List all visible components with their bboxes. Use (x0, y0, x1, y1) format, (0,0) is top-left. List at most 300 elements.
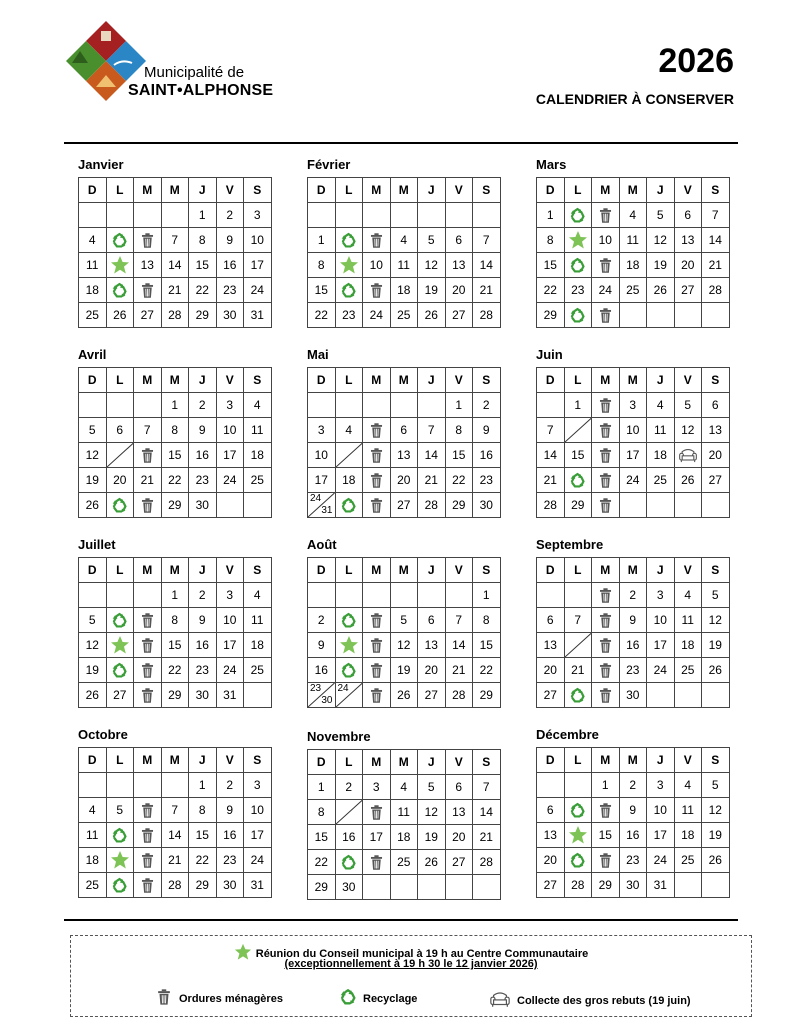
day-cell: 28 (473, 303, 501, 328)
day-cell: 12 (418, 800, 446, 825)
day-cell: 25 (244, 468, 272, 493)
day-cell: 22 (308, 303, 336, 328)
week-row (308, 683, 501, 708)
recycle-icon (340, 662, 357, 679)
day-cell: 21 (134, 468, 162, 493)
split-date-top: 23 (310, 683, 322, 694)
day-cell-recycle-icon (106, 658, 134, 683)
day-cell: 6 (702, 393, 730, 418)
day-cell: 24 (592, 278, 620, 303)
week-row (537, 303, 730, 328)
day-cell: 19 (418, 825, 446, 850)
day-cell: 12 (418, 253, 446, 278)
empty-cell (161, 203, 189, 228)
day-cell: 20 (390, 468, 418, 493)
trash-icon (139, 447, 156, 464)
day-cell: 30 (189, 493, 217, 518)
split-date-top: 24 (337, 683, 349, 694)
day-cell: 12 (79, 633, 107, 658)
day-cell-trash-icon (363, 228, 391, 253)
week-row (308, 775, 501, 800)
week-row (308, 253, 501, 278)
day-cell: 3 (647, 583, 675, 608)
day-cell: 8 (161, 608, 189, 633)
day-cell: 25 (390, 850, 418, 875)
weekday-header: V (445, 368, 473, 393)
weekday-header: V (216, 368, 244, 393)
day-cell: 24 (647, 658, 675, 683)
month-name: Octobre (78, 727, 128, 742)
day-cell-star-recycle-split-icon (335, 800, 363, 825)
week-row (79, 583, 272, 608)
week-row (79, 278, 272, 303)
month-name: Mai (307, 347, 329, 362)
weekday-header: D (308, 558, 336, 583)
empty-cell (619, 303, 647, 328)
day-cell-trash-icon (592, 798, 620, 823)
day-cell: 4 (79, 798, 107, 823)
weekday-header: L (106, 368, 134, 393)
trash-icon (368, 662, 385, 679)
month-12 (536, 727, 722, 898)
day-cell: 24 (647, 848, 675, 873)
recycle-icon (111, 282, 128, 299)
empty-cell (537, 583, 565, 608)
day-cell: 11 (674, 798, 702, 823)
day-cell: 27 (134, 303, 162, 328)
day-cell: 20 (674, 253, 702, 278)
trash-icon (597, 307, 614, 324)
day-cell: 26 (674, 468, 702, 493)
day-cell: 22 (161, 658, 189, 683)
empty-cell (79, 393, 107, 418)
split-day-cell (308, 493, 336, 518)
weekday-header: S (473, 178, 501, 203)
star-icon (110, 850, 130, 870)
day-cell: 18 (674, 633, 702, 658)
empty-cell (473, 203, 501, 228)
week-row (79, 418, 272, 443)
trash-icon (368, 447, 385, 464)
weekday-row (79, 368, 272, 393)
day-cell: 3 (216, 393, 244, 418)
day-cell-star-icon (564, 823, 592, 848)
star-icon (110, 635, 130, 655)
weekday-header: M (592, 178, 620, 203)
month-grid (78, 557, 272, 708)
weekday-row (308, 558, 501, 583)
empty-cell (674, 493, 702, 518)
empty-cell (79, 773, 107, 798)
day-cell: 27 (106, 683, 134, 708)
day-cell: 21 (537, 468, 565, 493)
empty-cell (363, 393, 391, 418)
day-cell: 6 (537, 798, 565, 823)
empty-cell (363, 203, 391, 228)
day-cell: 13 (390, 443, 418, 468)
weekday-header: J (418, 558, 446, 583)
day-cell: 24 (619, 468, 647, 493)
weekday-header: V (674, 178, 702, 203)
week-row (537, 418, 730, 443)
day-cell: 28 (564, 873, 592, 898)
day-cell: 2 (619, 583, 647, 608)
empty-cell (335, 393, 363, 418)
week-row (537, 253, 730, 278)
day-cell: 2 (216, 203, 244, 228)
weekday-header: S (244, 178, 272, 203)
day-cell: 21 (161, 278, 189, 303)
day-cell: 16 (189, 443, 217, 468)
day-cell: 17 (308, 468, 336, 493)
month-9 (536, 537, 722, 708)
day-cell: 8 (308, 800, 336, 825)
day-cell: 16 (308, 658, 336, 683)
day-cell: 10 (363, 253, 391, 278)
day-cell-trash-icon (592, 683, 620, 708)
day-cell: 16 (619, 633, 647, 658)
day-cell: 20 (537, 658, 565, 683)
day-cell: 9 (216, 798, 244, 823)
day-cell: 7 (418, 418, 446, 443)
day-cell: 23 (564, 278, 592, 303)
trash-icon (597, 612, 614, 629)
day-cell: 25 (79, 873, 107, 898)
day-cell: 15 (161, 443, 189, 468)
day-cell: 1 (445, 393, 473, 418)
day-cell: 5 (390, 608, 418, 633)
empty-cell (445, 203, 473, 228)
day-cell: 3 (647, 773, 675, 798)
day-cell: 2 (473, 393, 501, 418)
weekday-header: D (79, 178, 107, 203)
month-grid (307, 177, 501, 328)
weekday-header: M (592, 558, 620, 583)
day-cell: 6 (674, 203, 702, 228)
weekday-header: L (564, 558, 592, 583)
day-cell: 12 (647, 228, 675, 253)
trash-icon (139, 612, 156, 629)
week-row (537, 608, 730, 633)
weekday-header: S (473, 558, 501, 583)
day-cell-trash-icon (134, 873, 162, 898)
trash-icon (368, 472, 385, 489)
month-name: Juin (536, 347, 563, 362)
week-row (79, 683, 272, 708)
day-cell-recycle-icon (106, 873, 134, 898)
day-cell: 4 (79, 228, 107, 253)
weekday-header: S (702, 558, 730, 583)
day-cell-trash-icon (592, 493, 620, 518)
day-cell-recycle-icon (335, 608, 363, 633)
month-2 (307, 157, 493, 328)
day-cell: 29 (189, 303, 217, 328)
day-cell: 20 (418, 658, 446, 683)
month-6 (536, 347, 722, 518)
day-cell: 8 (537, 228, 565, 253)
day-cell: 16 (619, 823, 647, 848)
day-cell-recycle-icon (564, 203, 592, 228)
day-cell: 17 (244, 823, 272, 848)
month-grid (307, 749, 501, 900)
month-grid (536, 557, 730, 708)
day-cell: 7 (537, 418, 565, 443)
empty-cell (418, 393, 446, 418)
weekday-header: M (619, 178, 647, 203)
week-row (79, 773, 272, 798)
day-cell: 18 (619, 253, 647, 278)
star-icon (568, 230, 588, 250)
weekday-row (537, 178, 730, 203)
day-cell: 25 (674, 848, 702, 873)
day-cell-trash-icon (363, 850, 391, 875)
empty-cell (674, 683, 702, 708)
empty-cell (79, 583, 107, 608)
day-cell: 18 (244, 633, 272, 658)
day-cell-star-recycle-split-icon (106, 443, 134, 468)
day-cell-trash-icon (592, 468, 620, 493)
day-cell: 10 (244, 798, 272, 823)
recycle-icon (111, 662, 128, 679)
day-cell: 16 (216, 253, 244, 278)
day-cell-star-icon (106, 253, 134, 278)
month-grid (78, 367, 272, 518)
day-cell-recycle-icon (106, 823, 134, 848)
day-cell: 6 (445, 775, 473, 800)
week-row (79, 873, 272, 898)
recycle-icon (111, 612, 128, 629)
weekday-header: J (418, 178, 446, 203)
day-cell-trash-icon (363, 608, 391, 633)
week-row (79, 303, 272, 328)
trash-icon (155, 988, 173, 1009)
day-cell: 16 (189, 633, 217, 658)
day-cell: 1 (308, 228, 336, 253)
day-cell: 25 (619, 278, 647, 303)
empty-cell (537, 773, 565, 798)
day-cell-star-icon (335, 253, 363, 278)
day-cell: 14 (161, 823, 189, 848)
day-cell: 24 (216, 658, 244, 683)
day-cell: 5 (702, 773, 730, 798)
empty-cell (308, 203, 336, 228)
day-cell: 16 (216, 823, 244, 848)
day-cell: 2 (189, 393, 217, 418)
day-cell: 15 (161, 633, 189, 658)
day-cell-trash-icon (363, 658, 391, 683)
month-name: Septembre (536, 537, 604, 552)
day-cell-trash-icon (134, 278, 162, 303)
trash-icon (597, 687, 614, 704)
day-cell: 4 (390, 228, 418, 253)
day-cell: 9 (308, 633, 336, 658)
empty-cell (335, 583, 363, 608)
day-cell: 17 (216, 443, 244, 468)
month-11 (307, 729, 493, 900)
day-cell: 24 (363, 303, 391, 328)
day-cell: 27 (537, 683, 565, 708)
week-row (308, 875, 501, 900)
day-cell: 1 (161, 393, 189, 418)
day-cell: 11 (619, 228, 647, 253)
month-4 (78, 347, 264, 518)
day-cell: 26 (79, 683, 107, 708)
week-row (308, 418, 501, 443)
day-cell: 15 (308, 825, 336, 850)
day-cell: 23 (216, 278, 244, 303)
weekday-row (79, 558, 272, 583)
day-cell: 9 (189, 608, 217, 633)
day-cell: 18 (79, 278, 107, 303)
weekday-header: V (216, 748, 244, 773)
day-cell: 13 (445, 800, 473, 825)
day-cell-recycle-icon (564, 253, 592, 278)
day-cell: 30 (619, 683, 647, 708)
recycle-icon (340, 612, 357, 629)
empty-cell (106, 393, 134, 418)
day-cell: 6 (445, 228, 473, 253)
empty-cell (390, 203, 418, 228)
day-cell: 23 (189, 468, 217, 493)
week-row (79, 253, 272, 278)
week-row (537, 633, 730, 658)
day-cell: 15 (592, 823, 620, 848)
week-row (308, 203, 501, 228)
legend-bulky (489, 988, 691, 1013)
day-cell: 30 (189, 683, 217, 708)
day-cell: 7 (161, 228, 189, 253)
weekday-header: M (390, 178, 418, 203)
month-name: Novembre (307, 729, 371, 744)
day-cell: 4 (619, 203, 647, 228)
day-cell-trash-icon (134, 443, 162, 468)
day-cell: 19 (79, 468, 107, 493)
day-cell: 2 (216, 773, 244, 798)
empty-cell (418, 583, 446, 608)
legend-meeting-text: Réunion du Conseil municipal à 19 h au Centre Communautaire (255, 948, 589, 960)
day-cell: 20 (537, 848, 565, 873)
day-cell-trash-icon (363, 633, 391, 658)
weekday-header: D (308, 750, 336, 775)
day-cell: 27 (445, 303, 473, 328)
empty-cell (244, 493, 272, 518)
day-cell: 3 (619, 393, 647, 418)
empty-cell (106, 773, 134, 798)
empty-cell (702, 683, 730, 708)
trash-icon (368, 687, 385, 704)
day-cell-star-recycle-split-icon (335, 443, 363, 468)
trash-icon (368, 612, 385, 629)
recycle-icon (569, 472, 586, 489)
day-cell: 15 (308, 278, 336, 303)
empty-cell (647, 303, 675, 328)
week-row (308, 393, 501, 418)
trash-icon (368, 804, 385, 821)
day-cell: 3 (216, 583, 244, 608)
day-cell: 29 (161, 493, 189, 518)
month-grid (78, 177, 272, 328)
week-row (537, 683, 730, 708)
day-cell-recycle-icon (564, 798, 592, 823)
day-cell-recycle-icon (335, 493, 363, 518)
day-cell-recycle-icon (564, 848, 592, 873)
day-cell: 27 (390, 493, 418, 518)
empty-cell (134, 583, 162, 608)
day-cell-trash-icon (592, 608, 620, 633)
day-cell: 23 (335, 303, 363, 328)
weekday-header: S (244, 558, 272, 583)
day-cell: 2 (619, 773, 647, 798)
empty-cell (363, 583, 391, 608)
day-cell: 11 (647, 418, 675, 443)
day-cell: 19 (390, 658, 418, 683)
day-cell: 31 (216, 683, 244, 708)
day-cell: 17 (619, 443, 647, 468)
empty-cell (335, 203, 363, 228)
star-icon (339, 255, 359, 275)
week-row (308, 800, 501, 825)
weekday-header: S (702, 748, 730, 773)
day-cell: 27 (445, 850, 473, 875)
weekday-header: L (564, 748, 592, 773)
trash-icon (139, 282, 156, 299)
day-cell-trash-icon (134, 848, 162, 873)
star-icon (568, 825, 588, 845)
week-row (537, 583, 730, 608)
day-cell: 5 (702, 583, 730, 608)
day-cell-trash-icon (363, 468, 391, 493)
week-row (537, 798, 730, 823)
weekday-header: L (106, 558, 134, 583)
day-cell: 8 (189, 228, 217, 253)
day-cell: 9 (216, 228, 244, 253)
day-cell-trash-icon (363, 493, 391, 518)
day-cell: 30 (216, 873, 244, 898)
empty-cell (161, 773, 189, 798)
day-cell-trash-icon (363, 683, 391, 708)
day-cell: 31 (244, 303, 272, 328)
day-cell: 29 (445, 493, 473, 518)
day-cell: 28 (473, 850, 501, 875)
day-cell: 23 (216, 848, 244, 873)
empty-cell (702, 873, 730, 898)
weekday-row (537, 558, 730, 583)
day-cell: 13 (674, 228, 702, 253)
month-name: Mars (536, 157, 567, 172)
day-cell: 18 (244, 443, 272, 468)
day-cell: 21 (473, 825, 501, 850)
day-cell: 9 (473, 418, 501, 443)
logo-line-1: Municipalité de (144, 64, 245, 81)
weekday-header: M (161, 368, 189, 393)
day-cell: 1 (161, 583, 189, 608)
week-row (308, 583, 501, 608)
day-cell: 30 (619, 873, 647, 898)
month-7 (78, 537, 264, 708)
week-row (79, 608, 272, 633)
weekday-row (79, 178, 272, 203)
weekday-header: M (363, 558, 391, 583)
day-cell: 29 (537, 303, 565, 328)
day-cell: 8 (473, 608, 501, 633)
empty-cell (418, 203, 446, 228)
day-cell: 27 (418, 683, 446, 708)
week-row (308, 633, 501, 658)
day-cell: 8 (161, 418, 189, 443)
recycle-icon (569, 207, 586, 224)
recycle-icon (569, 307, 586, 324)
day-cell: 26 (418, 303, 446, 328)
